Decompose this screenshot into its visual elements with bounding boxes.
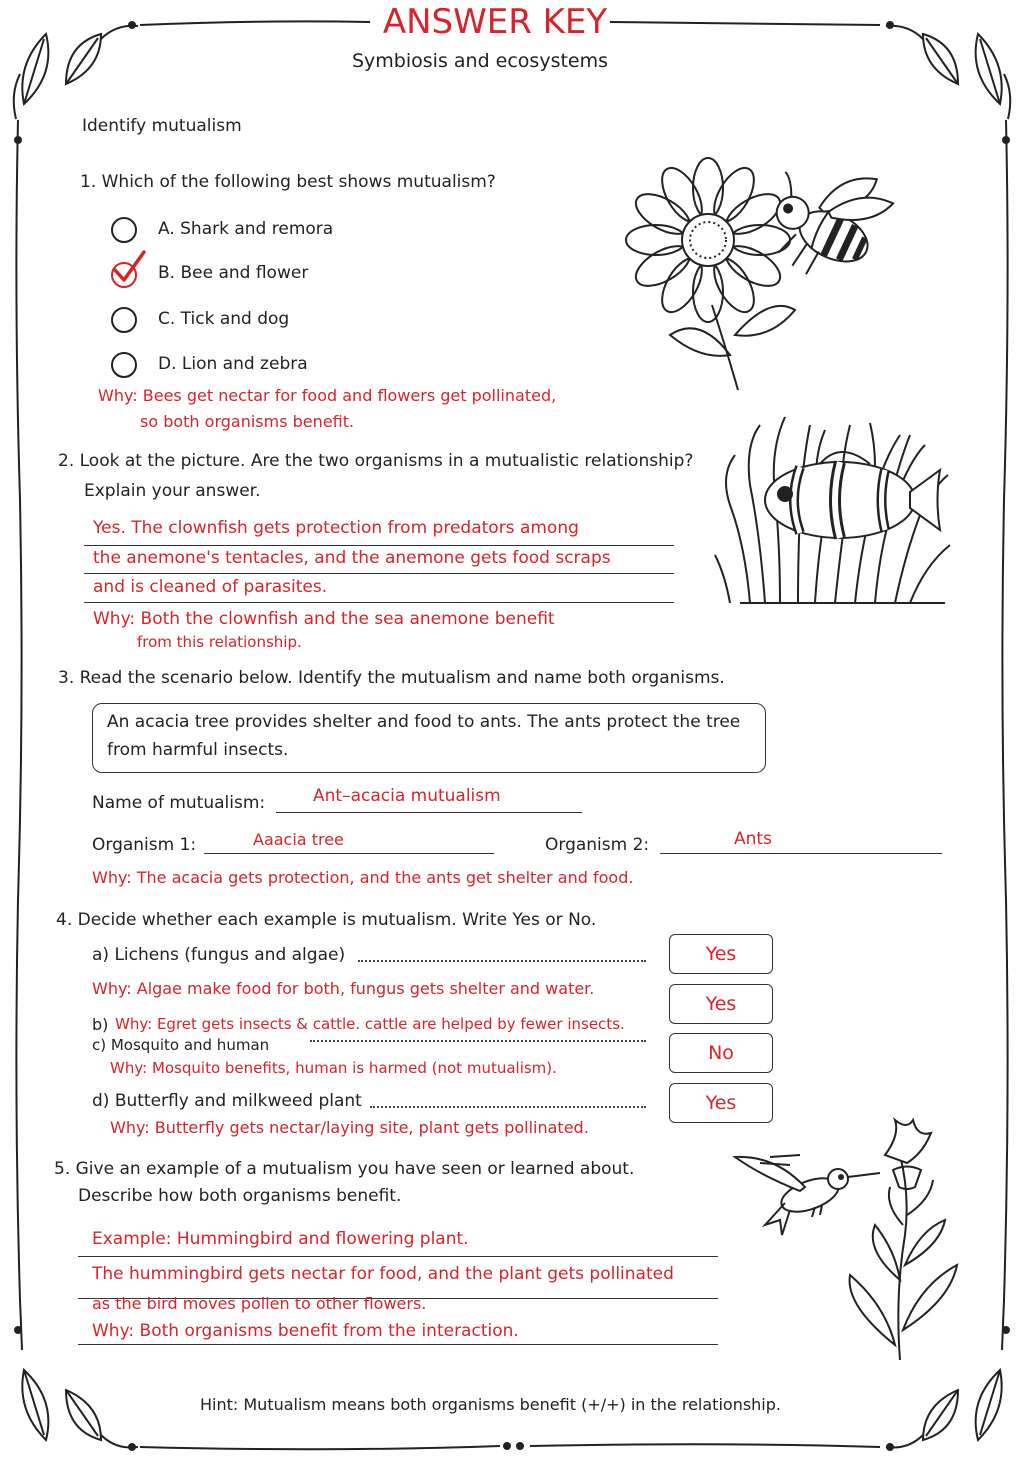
q5-why: Why: Both organisms benefit from the interaction. xyxy=(92,1321,519,1341)
q3-why: Why: The acacia gets protection, and the ants get shelter and food. xyxy=(92,868,634,887)
bee-flower-illustration xyxy=(630,135,880,395)
q2-answer-line3: and is cleaned of parasites. xyxy=(93,577,328,597)
q1-option-d-radio[interactable] xyxy=(111,352,137,378)
q2-answer-rule xyxy=(84,545,674,546)
q4-d-why: Why: Butterfly gets nectar/laying site, plant gets pollinated. xyxy=(110,1118,589,1137)
q1-why-line1: Why: Bees get nectar for food and flowers get pollinated, xyxy=(98,386,557,405)
q4-b-why: Why: Egret gets insects & cattle. cattle are helped by fewer insects. xyxy=(115,1015,625,1033)
q4-question: 4. Decide whether each example is mutualism. Write Yes or No. xyxy=(56,910,597,930)
q4-b-label: b) xyxy=(92,1015,109,1034)
q3-org2-answer[interactable]: Ants xyxy=(734,829,772,849)
q3-scenario-line2: from harmful insects. xyxy=(107,740,289,760)
q3-name-answer[interactable]: Ant–acacia mutualism xyxy=(313,786,501,806)
hummingbird-flower-illustration xyxy=(735,1115,965,1365)
q4-d-label: d) Butterfly and milkweed plant xyxy=(92,1091,362,1111)
q4-c-label: c) Mosquito and human xyxy=(92,1036,270,1054)
clownfish-anemone-illustration xyxy=(710,405,960,610)
leaf-corner-icon xyxy=(6,4,146,124)
q3-question: 3. Read the scenario below. Identify the mutualism and name both organisms. xyxy=(58,668,725,688)
q4-b-answer-box[interactable]: Yes xyxy=(669,984,773,1024)
q4-c-dots xyxy=(310,1040,646,1042)
q4-d-answer-box[interactable]: Yes xyxy=(669,1083,773,1123)
q1-question: 1. Which of the following best shows mutualism? xyxy=(80,172,496,192)
q1-option-a: A. Shark and remora xyxy=(158,219,334,239)
q3-name-label: Name of mutualism: xyxy=(92,793,266,813)
leaf-corner-icon xyxy=(6,1350,146,1470)
q5-answer-rule xyxy=(78,1256,718,1257)
leaf-corner-icon xyxy=(878,1350,1018,1470)
q1-option-c: C. Tick and dog xyxy=(158,309,290,329)
q3-org1-label: Organism 1: xyxy=(92,835,197,855)
q3-org1-answer[interactable]: Aaacia tree xyxy=(253,830,344,849)
q4-a-answer-box[interactable]: Yes xyxy=(669,934,773,974)
footer-hint: Hint: Mutualism means both organisms benefit (+/+) in the relationship. xyxy=(200,1395,781,1414)
q2-why-line2: from this relationship. xyxy=(137,633,302,651)
checkmark-icon xyxy=(108,248,148,288)
q2-answer-line2: the anemone's tentacles, and the anemone gets food scraps xyxy=(93,548,611,568)
q4-d-dots xyxy=(370,1106,646,1108)
q4-a-why: Why: Algae make food for both, fungus gets shelter and water. xyxy=(92,979,595,998)
q2-answer-rule xyxy=(84,573,674,574)
q2-question-line1: 2. Look at the picture. Are the two organisms in a mutualistic relationship? xyxy=(58,451,694,471)
q1-option-c-radio[interactable] xyxy=(111,307,137,333)
q2-question-line2: Explain your answer. xyxy=(84,481,261,501)
q3-scenario-line1: An acacia tree provides shelter and food to ants. The ants protect the tree xyxy=(107,712,741,732)
q4-a-label: a) Lichens (fungus and algae) xyxy=(92,945,346,965)
q3-org2-label: Organism 2: xyxy=(545,835,650,855)
q5-question-line2: Describe how both organisms benefit. xyxy=(78,1186,402,1206)
q5-answer-line2: The hummingbird gets nectar for food, and the plant gets pollinated xyxy=(92,1264,674,1284)
q1-option-b: B. Bee and flower xyxy=(158,263,309,283)
q4-a-dots xyxy=(358,960,646,962)
q2-answer-rule xyxy=(84,602,674,603)
page-subtitle: Symbiosis and ecosystems xyxy=(351,50,609,72)
q3-name-rule xyxy=(276,812,582,813)
section-title: Identify mutualism xyxy=(82,116,242,136)
q1-why-line2: so both organisms benefit. xyxy=(140,412,355,431)
q5-answer-line1: Example: Hummingbird and flowering plant. xyxy=(92,1229,469,1249)
page-title: ANSWER KEY xyxy=(382,2,608,42)
q1-option-d: D. Lion and zebra xyxy=(158,354,308,374)
q5-answer-line3: as the bird moves pollen to other flowers. xyxy=(92,1294,427,1313)
q5-question-line1: 5. Give an example of a mutualism you have seen or learned about. xyxy=(54,1159,635,1179)
leaf-corner-icon xyxy=(878,4,1018,124)
q4-c-answer-box[interactable]: No xyxy=(669,1033,773,1073)
q3-org2-rule xyxy=(660,853,942,854)
q2-answer-line1: Yes. The clownfish gets protection from predators among xyxy=(93,518,579,538)
q4-c-why: Why: Mosquito benefits, human is harmed (not mutualism). xyxy=(110,1059,557,1077)
q3-org1-rule xyxy=(204,853,494,854)
q1-option-a-radio[interactable] xyxy=(111,217,137,243)
q2-why-line1: Why: Both the clownfish and the sea anemone benefit xyxy=(93,609,555,629)
q5-answer-rule xyxy=(78,1344,718,1345)
